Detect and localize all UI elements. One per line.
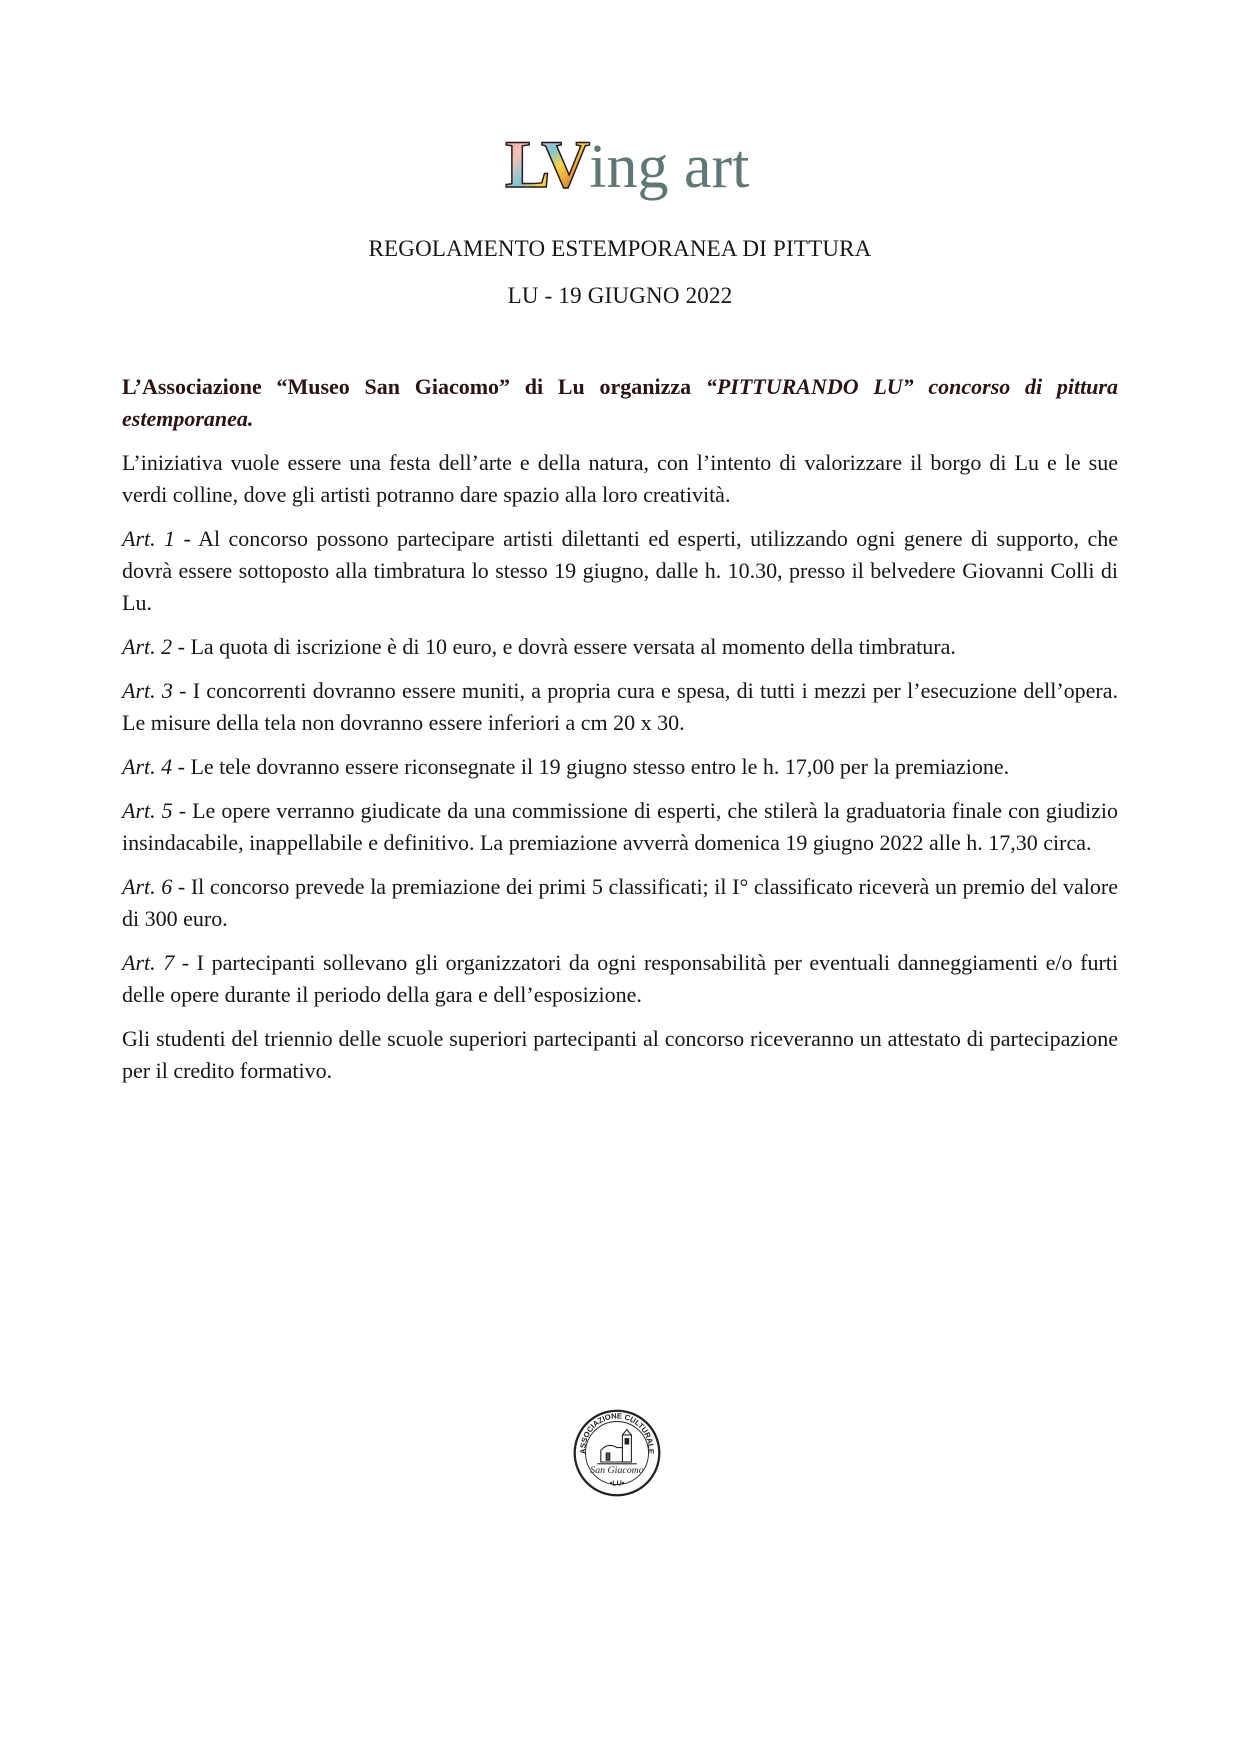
article-label: Art. 7 (122, 950, 175, 975)
closing-paragraph: Gli studenti del triennio delle scuole superiori partecipanti al concorso riceveranno un attestato di partecipazione per il credito formativo. (122, 1026, 1118, 1083)
article-2 (122, 631, 1118, 663)
article-6 (122, 871, 1118, 935)
logo-decorated-letters: LV (505, 126, 588, 202)
article-3 (122, 675, 1118, 739)
article-5 (122, 795, 1118, 859)
article-text: - I partecipanti sollevano gli organizzatori da ogni responsabilità per eventuali danneggiamenti e/o furti delle opere durante il periodo della gara e dell’esposizione. (122, 950, 1118, 1007)
article-label: Art. 2 (122, 634, 173, 659)
document-body (122, 371, 1118, 1099)
article-label: Art. 1 (122, 526, 176, 551)
stamp-place: •LU• (609, 1478, 625, 1488)
document-subtitle: LU - 19 GIUGNO 2022 (507, 283, 733, 308)
article-text: - I concorrenti dovranno essere muniti, a propria cura e spesa, di tutti i mezzi per l’esecuzione dell’opera. Le misure della tela non dovranno essere inferiori a cm 20 x 30. (122, 678, 1118, 735)
intro-event-name: “PITTURANDO LU” concorso di pittura estemporanea. (122, 374, 1118, 431)
article-label: Art. 3 (122, 678, 173, 703)
stamp-ring-text: ASSOCIAZIONE CULTURALE (578, 1411, 656, 1455)
article-text: - Le tele dovranno essere riconsegnate il 19 giugno stesso entro le h. 17,00 per la premiazione. (172, 754, 1010, 779)
article-label: Art. 6 (122, 874, 173, 899)
association-stamp-icon (572, 1408, 662, 1498)
article-4 (122, 751, 1118, 783)
stamp-name: San Giacomo (590, 1464, 644, 1476)
description-paragraph: L’iniziativa vuole essere una festa dell’arte e della natura, con l’intento di valorizzare il borgo di Lu e le sue verdi colline, dove gli artisti potranno dare spazio alla loro creatività. (122, 450, 1118, 507)
intro-organizer: L’Associazione “Museo San Giacomo” di Lu organizza (122, 374, 706, 399)
intro-paragraph (122, 371, 1118, 435)
article-1 (122, 523, 1118, 619)
article-7 (122, 947, 1118, 1011)
article-label: Art. 5 (122, 798, 173, 823)
article-text: - La quota di iscrizione è di 10 euro, e dovrà essere versata al momento della timbratura. (172, 634, 956, 659)
living-art-logo (505, 108, 750, 202)
article-text: - Il concorso prevede la premiazione dei primi 5 classificati; il I° classificato riceverà un premio del valore di 300 euro. (122, 874, 1118, 931)
logo-text: ing art (589, 133, 750, 201)
article-text: - Al concorso possono partecipare artisti dilettanti ed esperti, utilizzando ogni genere di supporto, che dovrà essere sottoposto alla timbratura lo stesso 19 giugno, dalle h. 10.30, presso il belvedere Giovanni Colli di Lu. (122, 526, 1118, 615)
article-text: - Le opere verranno giudicate da una commissione di esperti, che stilerà la graduatoria finale con giudizio insindacabile, inappellabile e definitivo. La premiazione avverrà domenica 19 giugno 2022 alle h. 17,30 circa. (122, 798, 1118, 855)
article-label: Art. 4 (122, 754, 173, 779)
document-title: REGOLAMENTO ESTEMPORANEA DI PITTURA (368, 236, 872, 261)
